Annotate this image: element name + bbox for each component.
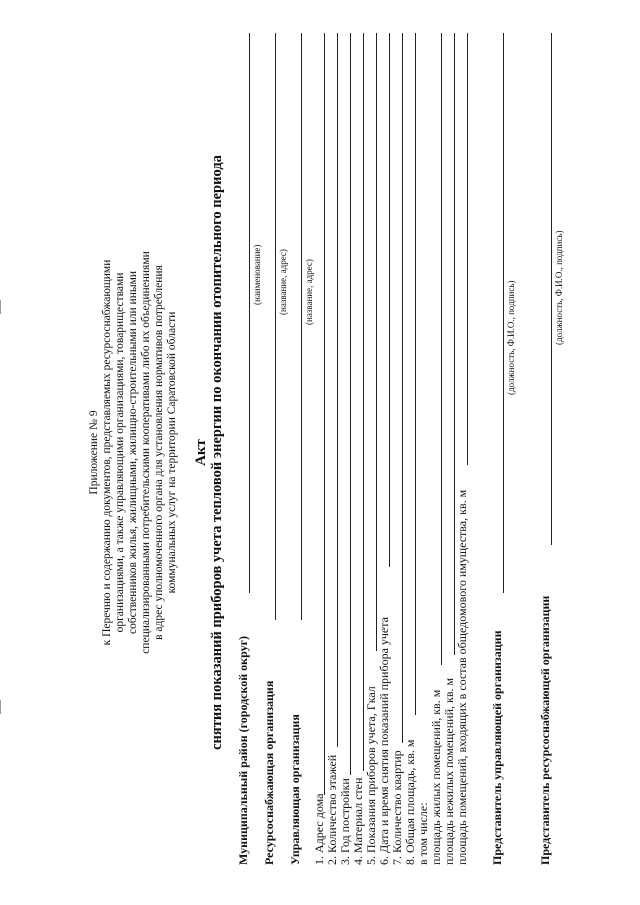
item-line <box>441 33 442 665</box>
municipal-label: Муниципальный район (городской округ) <box>236 635 250 865</box>
management-line <box>301 33 302 620</box>
item-nonresidential-area: площадь нежилых помещений, кв. м <box>442 677 456 865</box>
act-subtitle: снятия показаний приборов учета тепловой энергии по окончании отопительного периода <box>209 155 225 750</box>
item-wall-material: 4. Материал стен <box>351 777 365 865</box>
municipal-line <box>249 33 250 593</box>
supplier-label: Ресурсоснабжающая организация <box>262 680 276 865</box>
item-meter-readings: 5. Показания приборов учета, Гкал <box>364 686 378 865</box>
item-line <box>402 33 403 743</box>
appendix-line: специализированными потребительскими кооперативами либо их объединениями <box>140 251 152 654</box>
supplier-rep-line <box>551 33 552 545</box>
item-house-address: 1. Адрес дома <box>312 793 326 865</box>
management-sign-caption: (должность, Ф.И.О., подпись) <box>506 280 516 395</box>
management-rep-line <box>503 33 504 593</box>
item-line <box>350 33 351 775</box>
supplier-rep-label: Представитель ресурсоснабжающей организации <box>538 595 552 865</box>
supplier-line <box>275 33 276 620</box>
item-build-year: 3. Год постройки <box>338 778 352 865</box>
item-apartments: 7. Количество квартир <box>390 750 404 865</box>
supplier-name-caption: (наименование) <box>252 244 262 305</box>
act-title: Акт <box>193 439 209 466</box>
management-label: Управляющая организация <box>288 714 302 865</box>
management-address-caption: (название, адрес) <box>304 259 314 325</box>
item-line <box>389 33 390 567</box>
appendix-heading: Приложение № 9 <box>88 410 100 495</box>
item-residential-area: площадь жилых помещений, кв. м <box>429 689 443 865</box>
item-line <box>376 33 377 651</box>
appendix-line: собственников жилья, жилищными, жилищно-строительными или иными <box>127 270 139 635</box>
item-line <box>324 33 325 795</box>
item-floors: 2. Количество этажей <box>325 754 339 865</box>
management-rep-label: Представитель управляющей организации <box>490 630 504 865</box>
supplier-sign-caption: (должность, Ф.И.О., подпись) <box>554 230 564 345</box>
item-common-area: площадь помещений, входящих в состав общедомового имущества, кв. м <box>455 489 469 865</box>
item-line <box>415 33 416 715</box>
item-reading-datetime: 6. Дата и время снятия показаний прибора учета <box>377 617 391 865</box>
item-total-area: 8. Общая площадь, кв. м <box>403 739 417 865</box>
item-including: в том числе: <box>416 802 430 865</box>
appendix-line: к Перечню и содержанию документов, представляемых ресурсоснабжающими <box>101 259 113 646</box>
supplier-address-caption: (название, адрес) <box>278 249 288 315</box>
appendix-line: коммунальных услуг на территории Саратовской области <box>166 311 178 594</box>
appendix-line: в адрес уполномоченного органа для установления нормативов потребления <box>153 265 165 640</box>
appendix-line: организациями, а также управляющими организациями, товариществами <box>114 272 126 633</box>
item-line <box>337 33 338 747</box>
item-line <box>467 33 468 465</box>
item-line <box>363 33 364 771</box>
